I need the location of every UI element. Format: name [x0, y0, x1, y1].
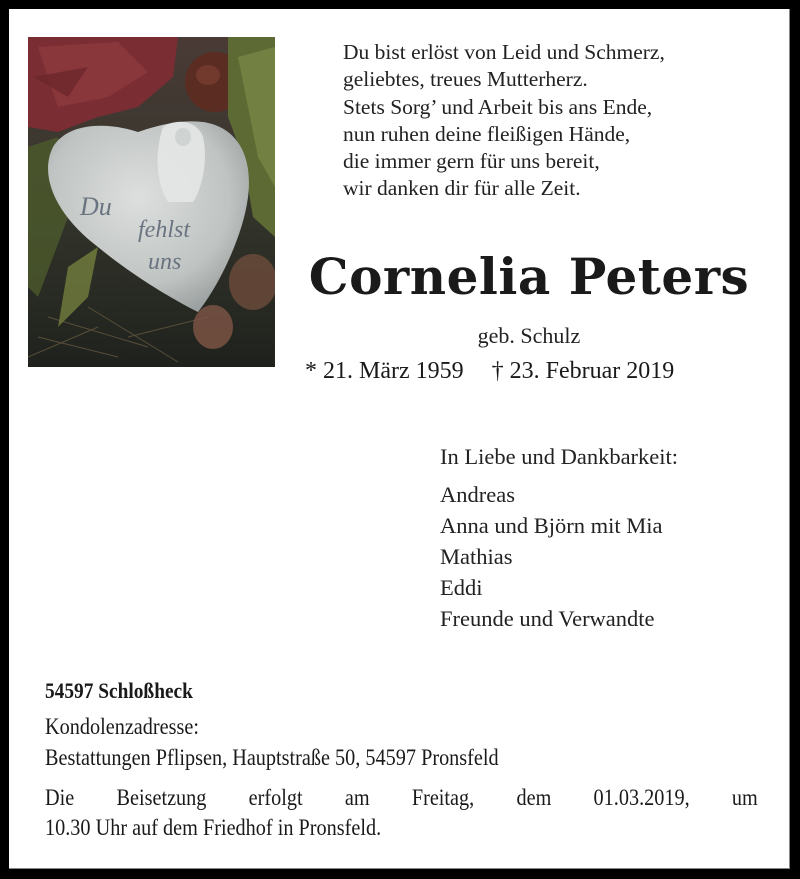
mourner-name: Eddi — [440, 575, 483, 600]
poem-line: Du bist erlöst von Leid und Schmerz, — [343, 40, 665, 64]
svg-text:Du: Du — [80, 192, 112, 221]
mourner-name: Anna und Björn mit Mia — [440, 513, 663, 538]
burial-line-2: 10.30 Uhr auf dem Friedhof in Pronsfeld. — [45, 815, 382, 840]
poem-line: nun ruhen deine fleißigen Hände, — [343, 121, 631, 146]
mourner-name: Freunde und Verwandte — [440, 606, 655, 631]
deceased-name: Cornelia Peters — [308, 247, 750, 306]
burial-notice — [45, 783, 758, 843]
condolence-label: Kondolenzadresse: — [45, 714, 199, 739]
memorial-photo — [28, 37, 275, 367]
footer-info — [45, 678, 757, 843]
poem-line: geliebtes, treues Mutterherz. — [343, 67, 588, 92]
stone-heart-image — [28, 37, 275, 367]
burial-line-1: Die Beisetzung erfolgt am Freitag, dem 01.03.2019, um — [45, 785, 758, 810]
poem-line: wir danken dir für alle Zeit. — [343, 176, 581, 201]
poem-line: die immer gern für uns bereit, — [343, 149, 600, 174]
town: 54597 Schloßheck — [45, 678, 193, 703]
mourner-name: Mathias — [440, 544, 513, 569]
death-date: † 23. Februar 2019 — [491, 358, 675, 384]
poem-line: Stets Sorg’ und Arbeit bis ans Ende, — [343, 94, 653, 119]
mourners-intro: In Liebe und Dankbarkeit: — [440, 444, 679, 469]
svg-text:fehlst: fehlst — [138, 217, 190, 243]
birth-date: * 21. März 1959 — [305, 358, 464, 384]
mourner-name: Andreas — [440, 482, 515, 507]
mourners — [440, 442, 780, 634]
maiden-name: geb. Schulz — [477, 323, 581, 348]
life-dates — [305, 358, 765, 385]
obituary-notice — [9, 9, 790, 869]
poem — [343, 39, 783, 203]
condolence-address: Bestattungen Pflipsen, Hauptstraße 50, 54597 Pronsfeld — [45, 745, 499, 770]
svg-text:uns: uns — [148, 249, 182, 275]
